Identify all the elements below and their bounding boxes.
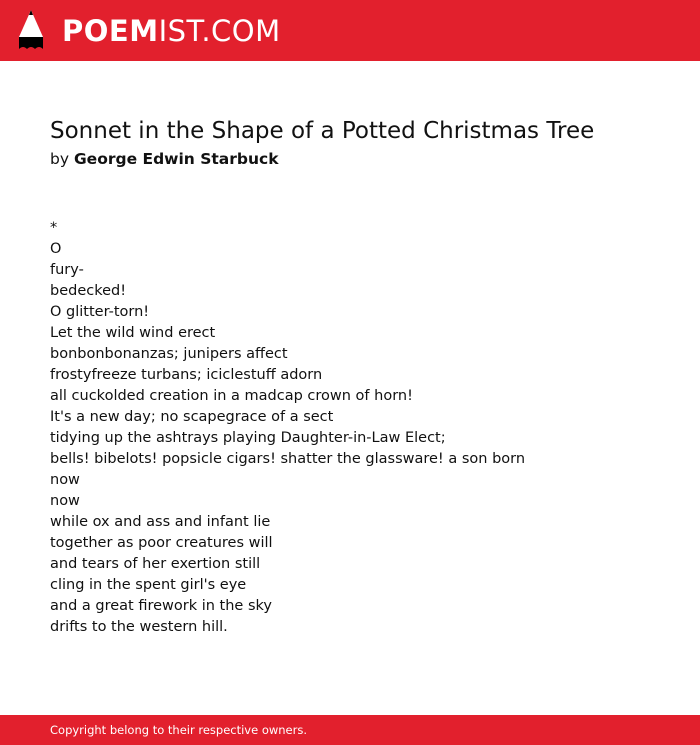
- poem-line: now: [50, 493, 80, 509]
- poem-line: drifts to the western hill.: [50, 619, 228, 635]
- poem-title: Sonnet in the Shape of a Potted Christmas Tree: [50, 118, 595, 144]
- poem-line: O: [50, 241, 62, 257]
- poem-line: bonbonbonanzas; junipers affect: [50, 346, 288, 362]
- poem-line: fury-: [50, 262, 84, 278]
- poem-line: together as poor creatures will: [50, 535, 273, 551]
- poem-line: bedecked!: [50, 283, 127, 299]
- copyright-text: Copyright belong to their respective owners.: [50, 723, 308, 737]
- byline: [50, 149, 279, 169]
- poem-line: bells! bibelots! popsicle cigars! shatter the glassware! a son born: [50, 451, 526, 467]
- poem-line: frostyfreeze turbans; iciclestuff adorn: [50, 367, 323, 383]
- logo-bold-text: POEM: [62, 14, 159, 48]
- site-logo[interactable]: [62, 13, 281, 49]
- author-name: George Edwin Starbuck: [73, 150, 279, 168]
- pencil-icon[interactable]: [18, 10, 44, 51]
- site-footer: [0, 715, 700, 745]
- poem-line: and tears of her exertion still: [50, 556, 261, 572]
- logo-light-text: IST.COM: [158, 14, 281, 48]
- poem-line: all cuckolded creation in a madcap crown of horn!: [50, 388, 413, 404]
- by-label: by: [50, 150, 70, 168]
- poem-line: Let the wild wind erect: [50, 325, 216, 341]
- poem-line: tidying up the ashtrays playing Daughter-in-Law Elect;: [50, 430, 446, 446]
- poem-body: [50, 218, 525, 638]
- poem-line: cling in the spent girl's eye: [50, 577, 247, 593]
- poem-line: It's a new day; no scapegrace of a sect: [50, 409, 334, 425]
- poem-line: while ox and ass and infant lie: [50, 514, 271, 530]
- poem-line: and a great firework in the sky: [50, 598, 272, 614]
- poem-line: *: [50, 220, 58, 236]
- poem-line: now: [50, 472, 80, 488]
- poem-line: O glitter-torn!: [50, 304, 150, 320]
- site-header: [0, 0, 700, 61]
